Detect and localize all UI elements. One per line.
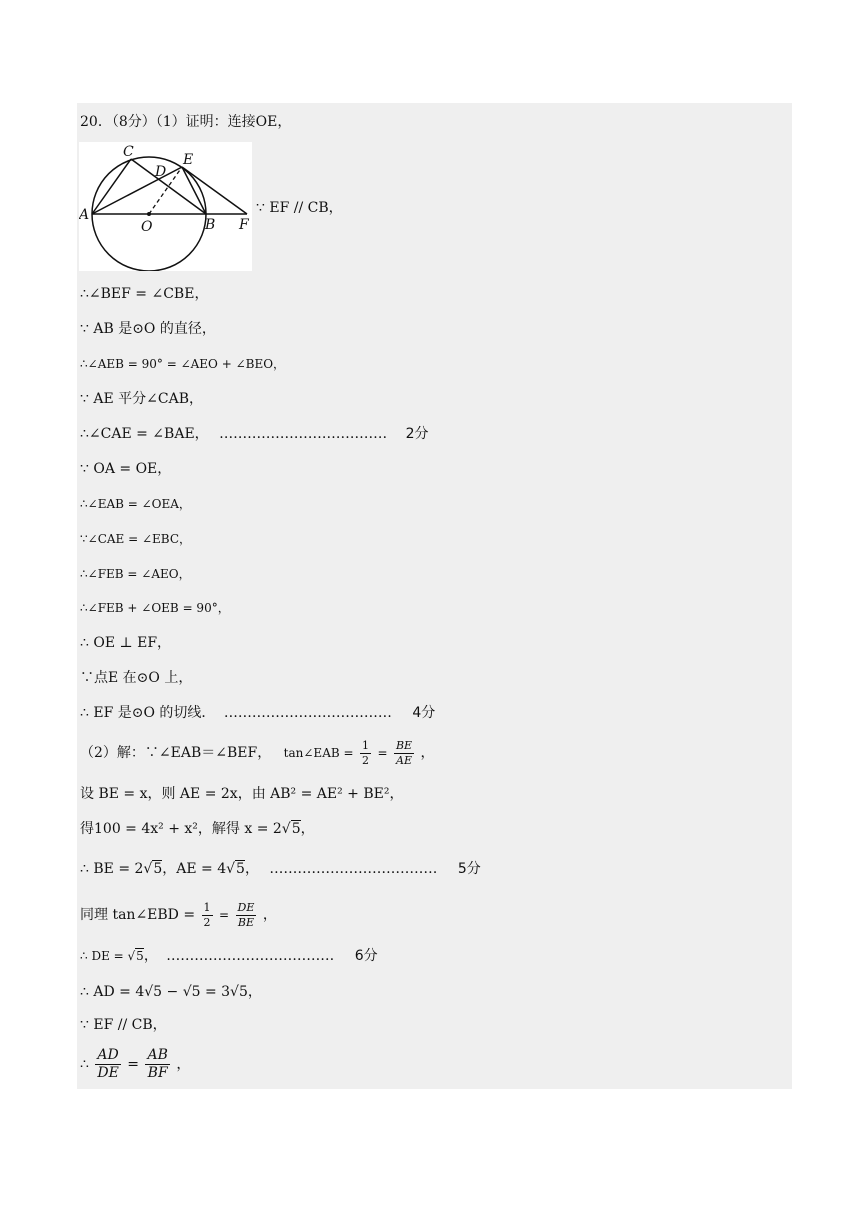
point-o — [147, 212, 151, 216]
label-c: C — [123, 144, 134, 160]
fraction: $\frac{1}{2}$ — [203, 900, 211, 929]
step-line: 设 BE = x，则 AE = 2x，由 AB² = AE² + BE²， — [80, 786, 404, 802]
circle-tangent-diagram — [79, 142, 252, 271]
step-line: ∴ DE = √5， ……………………………… 6分 — [80, 948, 378, 964]
label-o: O — [141, 219, 153, 235]
score-mark: 6分 — [354, 948, 378, 964]
step-line: 同理 tan∠EBD = $\frac{1}{2}$ = $\frac{DE}{BE}$ ， — [80, 900, 277, 929]
fraction: $\frac{1}{2}$ — [362, 738, 369, 767]
step-line: ∵ EF // CB， — [80, 1017, 167, 1033]
label-a: A — [79, 207, 90, 223]
score-mark: 5分 — [457, 861, 481, 877]
step-line: ∵ AB 是⊙O 的直径， — [80, 321, 216, 337]
step-line: ∵ AE 平分∠CAB， — [80, 391, 203, 407]
leader-dots: ……………………………… — [269, 861, 438, 877]
label-b: B — [205, 217, 216, 233]
label-e: E — [183, 152, 194, 168]
given-parallel: ∵ EF // CB， — [256, 200, 343, 216]
step-line: ∴∠BEF = ∠CBE， — [80, 286, 209, 302]
step-line: ∵点E 在⊙O 上， — [80, 670, 193, 686]
leader-dots: ……………………………… — [219, 426, 388, 442]
problem-header: 20．（8分）（1）证明：连接OE， — [80, 114, 292, 130]
fraction: $\frac{DE}{BE}$ — [237, 900, 255, 929]
step-line: ∴ BE = 2√5，AE = 4√5， ……………………………… 5分 — [80, 861, 481, 877]
step-line: ∴∠EAB = ∠OEA， — [80, 497, 191, 511]
step-line: ∴∠AEB = 90° = ∠AEO + ∠BEO， — [80, 357, 286, 371]
segment-cb — [131, 159, 206, 214]
label-f: F — [239, 217, 249, 233]
step-line: ∴∠FEB + ∠OEB = 90°， — [80, 601, 230, 615]
step-line: ∴∠FEB = ∠AEO， — [80, 567, 191, 581]
fraction: $\frac{BE}{AE}$ — [395, 738, 413, 767]
segment-ac — [92, 159, 131, 214]
step-line: ∴ $\frac{AD}{DE}$ = $\frac{AB}{BF}$ ， — [80, 1047, 191, 1081]
leader-dots: ……………………………… — [223, 705, 392, 721]
step-line: ∴∠CAE = ∠BAE， ……………………………… 2分 — [80, 426, 429, 442]
fraction: $\frac{AD}{DE}$ — [97, 1047, 119, 1081]
step-line: ∵∠CAE = ∠EBC， — [80, 532, 192, 546]
score-mark: 2分 — [405, 426, 429, 442]
score-mark: 4分 — [412, 705, 436, 721]
segment-ef — [182, 167, 247, 214]
step-line: ∴ EF 是⊙O 的切线． ……………………………… 4分 — [80, 705, 436, 721]
segment-ae — [92, 167, 182, 214]
leader-dots: ……………………………… — [166, 948, 335, 964]
label-d: D — [155, 164, 167, 180]
fraction: $\frac{AB}{BF}$ — [147, 1047, 168, 1081]
geometry-figure — [79, 142, 252, 271]
step-line: ∴ AD = 4√5 − √5 = 3√5， — [80, 984, 262, 1000]
step-line: ∴ OE ⊥ EF， — [80, 635, 172, 651]
step-line: 得100 = 4x² + x²，解得 x = 2√5， — [80, 821, 315, 837]
segment-eb — [182, 167, 206, 214]
step-line: （2）解：∵∠EAB＝∠BEF， tan∠EAB = $\frac{1}{2}$ = $\frac{BE}{AE}$ ， — [80, 738, 435, 767]
step-line: ∵ OA = OE， — [80, 461, 172, 477]
